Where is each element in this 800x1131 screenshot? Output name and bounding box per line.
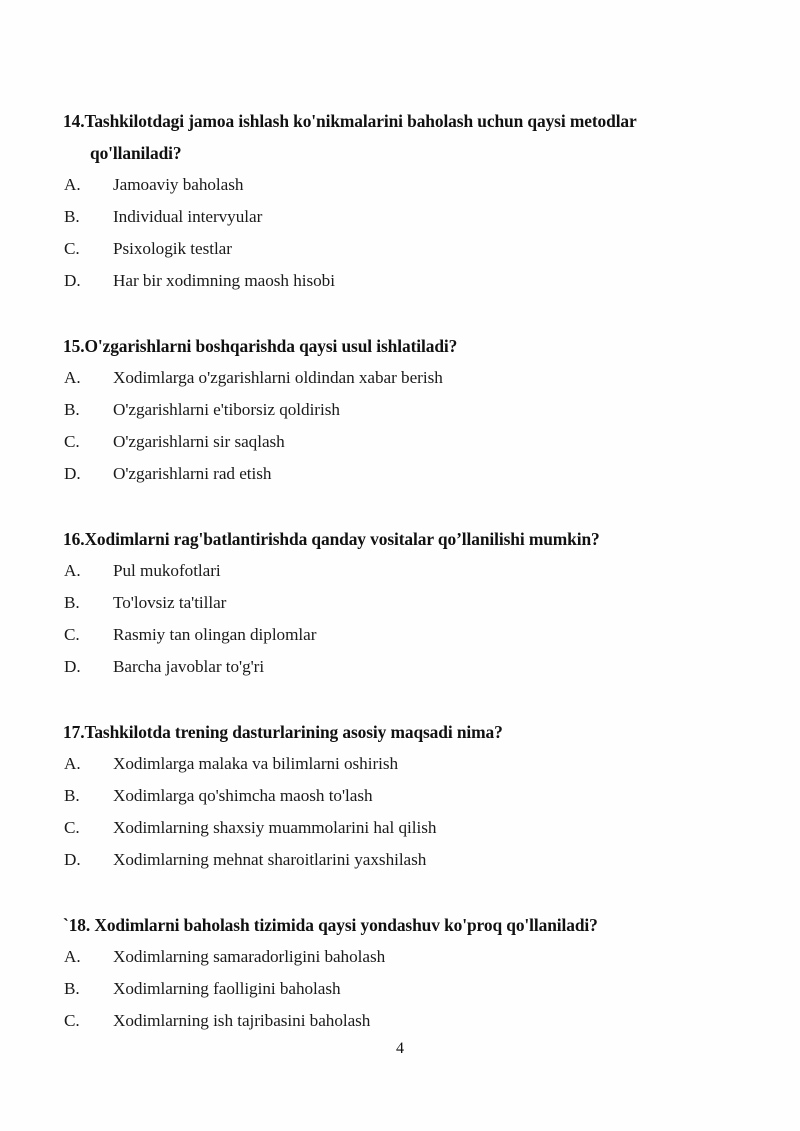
option-text: Xodimlarning samaradorligini baholash	[113, 947, 386, 966]
option-letter: B.	[64, 786, 80, 805]
option-text: O'zgarishlarni sir saqlash	[113, 432, 285, 451]
option-item[interactable]	[63, 748, 708, 780]
option-list	[63, 555, 708, 683]
option-item[interactable]	[63, 362, 708, 394]
option-text: Har bir xodimning maosh hisobi	[113, 271, 335, 290]
question-heading	[63, 716, 708, 748]
question-heading	[63, 105, 708, 169]
question-heading	[63, 909, 708, 941]
option-letter: D.	[64, 657, 81, 676]
question-heading	[63, 523, 708, 555]
option-text: Xodimlarning ish tajribasini baholash	[113, 1011, 371, 1030]
page-number: 4	[396, 1040, 404, 1057]
option-list	[63, 748, 708, 876]
option-text: Xodimlarga malaka va bilimlarni oshirish	[113, 754, 399, 773]
option-letter: A.	[64, 947, 81, 966]
question-text: 16.Xodimlarni rag'batlantirishda qanday vositalar qo’llanilishi mumkin?	[63, 529, 600, 549]
option-text: Individual intervyular	[113, 207, 263, 226]
option-item[interactable]	[63, 458, 708, 490]
question-text: 17.Tashkilotda trening dasturlarining asosiy maqsadi nima?	[63, 722, 503, 742]
option-item[interactable]	[63, 587, 708, 619]
option-item[interactable]	[63, 780, 708, 812]
option-text: Jamoaviy baholash	[113, 175, 244, 194]
option-text: Barcha javoblar to'g'ri	[113, 657, 265, 676]
option-letter: C.	[64, 432, 80, 451]
option-item[interactable]	[63, 651, 708, 683]
question-block	[63, 716, 708, 876]
option-text: Xodimlarning shaxsiy muammolarini hal qilish	[113, 818, 437, 837]
question-heading	[63, 330, 708, 362]
option-text: Xodimlarga o'zgarishlarni oldindan xabar berish	[113, 368, 443, 387]
option-text: To'lovsiz ta'tillar	[113, 593, 227, 612]
option-item[interactable]	[63, 394, 708, 426]
option-list	[63, 169, 708, 297]
option-text: Psixologik testlar	[113, 239, 232, 258]
option-letter: A.	[64, 368, 81, 387]
option-text: Xodimlarning mehnat sharoitlarini yaxshilash	[113, 850, 427, 869]
option-text: O'zgarishlarni e'tiborsiz qoldirish	[113, 400, 340, 419]
option-letter: C.	[64, 239, 80, 258]
option-letter: D.	[64, 464, 81, 483]
option-item[interactable]	[63, 941, 708, 973]
option-item[interactable]	[63, 169, 708, 201]
question-text: `18. Xodimlarni baholash tizimida qaysi yondashuv ko'proq qo'llaniladi?	[63, 915, 598, 935]
option-letter: A.	[64, 175, 81, 194]
option-item[interactable]	[63, 426, 708, 458]
option-letter: C.	[64, 818, 80, 837]
questions-container	[63, 105, 708, 1070]
option-text: Pul mukofotlari	[113, 561, 221, 580]
option-text: Rasmiy tan olingan diplomlar	[113, 625, 317, 644]
option-list	[63, 362, 708, 490]
option-letter: C.	[64, 625, 80, 644]
question-block	[63, 909, 708, 1037]
option-letter: D.	[64, 271, 81, 290]
question-block	[63, 523, 708, 683]
question-block	[63, 330, 708, 490]
option-letter: B.	[64, 593, 80, 612]
option-item[interactable]	[63, 233, 708, 265]
option-item[interactable]	[63, 1005, 708, 1037]
option-item[interactable]	[63, 265, 708, 297]
option-item[interactable]	[63, 619, 708, 651]
option-text: Xodimlarning faolligini baholash	[113, 979, 341, 998]
question-block	[63, 105, 708, 297]
option-item[interactable]	[63, 844, 708, 876]
option-letter: C.	[64, 1011, 80, 1030]
option-item[interactable]	[63, 201, 708, 233]
option-item[interactable]	[63, 973, 708, 1005]
option-item[interactable]	[63, 812, 708, 844]
option-letter: B.	[64, 207, 80, 226]
option-letter: B.	[64, 979, 80, 998]
option-letter: B.	[64, 400, 80, 419]
question-text: 15.O'zgarishlarni boshqarishda qaysi usul ishlatiladi?	[63, 336, 458, 356]
option-list	[63, 941, 708, 1037]
option-text: O'zgarishlarni rad etish	[113, 464, 272, 483]
option-letter: A.	[64, 561, 81, 580]
option-text: Xodimlarga qo'shimcha maosh to'lash	[113, 786, 373, 805]
option-item[interactable]	[63, 555, 708, 587]
option-letter: D.	[64, 850, 81, 869]
question-text: 14.Tashkilotdagi jamoa ishlash ko'nikmalarini baholash uchun qaysi metodlar qo'llaniladi?	[63, 111, 637, 163]
option-letter: A.	[64, 754, 81, 773]
